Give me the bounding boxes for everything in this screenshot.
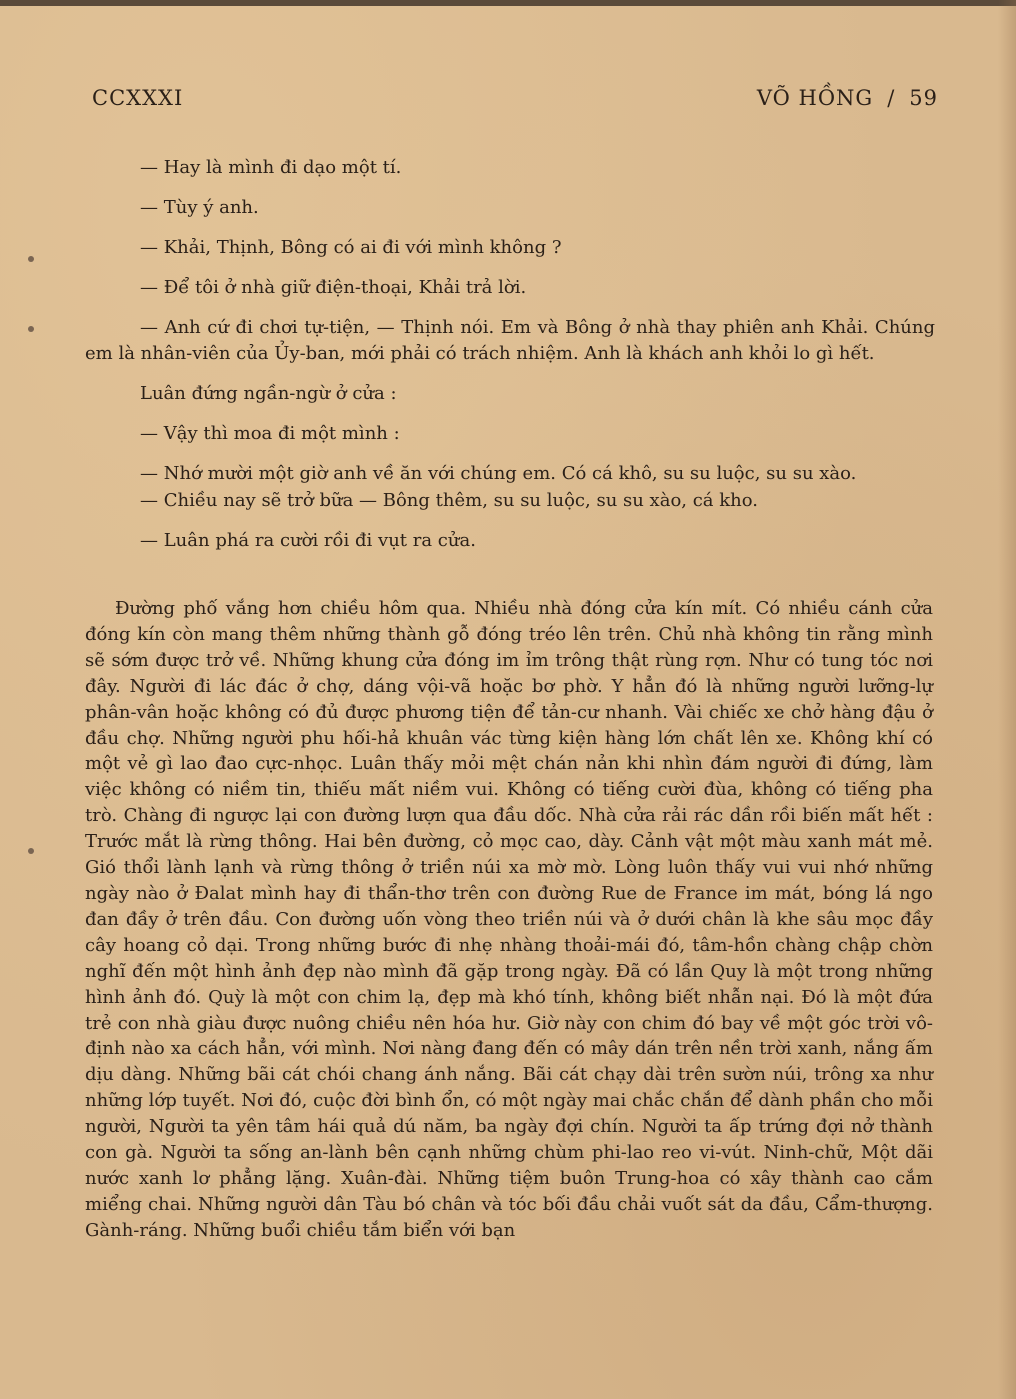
- dialogue-line: — Chiều nay sẽ trở bữa — Bông thêm, su su luộc, su su xào, cá kho.: [140, 490, 758, 511]
- dialogue-line: — Nhớ mười một giờ anh về ăn với chúng em. Có cá khô, su su luộc, su su xào.: [140, 463, 857, 484]
- binding-hole-mark: [28, 848, 34, 854]
- dialogue-line: — Khải, Thịnh, Bông có ai đi với mình không ?: [140, 237, 562, 258]
- narrative-paragraph: Đường phố vắng hơn chiều hôm qua. Nhiều nhà đóng cửa kín mít. Có nhiều cánh cửa đóng kín còn mang thêm những thành gỗ đóng tréo lên trên. Chủ nhà không tin rằng mình sẽ sớm được trở về. Những khung cửa đóng im ỉm trông thật rùng rợn. Như có tung tóc nơi đây. Người đi lác đác ở chợ, dáng vội-vã hoặc bơ phờ. Y hẳn đó là những người lưỡng-lự phân-vân hoặc không có đủ được phương tiện để tản-cư nhanh. Vài chiếc xe chở hàng đậu ở đầu chợ. Những người phu hối-hả khuân vác từng kiện hàng lớn chất lên xe. Không khí có một vẻ gì lao đao cực-nhọc. Luân thấy mỏi mệt chán nản khi nhìn đám người đi đứng, làm việc không có niềm tin, thiếu mất niềm vui. Không có tiếng cười đùa, không có tiếng pha trò. Chàng đi ngược lại con đường lượn qua đầu dốc. Nhà cửa rải rác dần rồi biến mất hết : Trước mắt là rừng thông. Hai bên đường, cỏ mọc cao, dày. Cảnh vật một màu xanh mát mẻ. Gió thổi lành lạnh và rừng thông ở triền núi xa mờ mờ. Lòng luôn thấy vui vui nhớ những ngày nào ở Đalat mình hay đi thẩn-thơ trên con đường Rue de France im mát, bóng lá ngo đan đầy ở trên đầu. Con đường uốn vòng theo triền núi và ở dưới chân là khe sâu mọc đầy cây hoang cỏ dại. Trong những bước đi nhẹ nhàng thoải-mái đó, tâm-hồn chàng chập chờn nghĩ đến một hình ảnh đẹp nào mình đã gặp trong ngày. Đã có lần Quy là một trong những hình ảnh đó. Quỳ là một con chim lạ, đẹp mà khó tính, không biết nhẫn nại. Đó là một đứa trẻ con nhà giàu được nuông chiều nên hóa hư. Giờ này con chim đó bay về một góc trời vô-định nào xa cách hẳn, với mình. Nơi nàng đang đến có mây dán trên nền trời xanh, nắng ấm dịu dàng. Những bãi cát chói chang ánh nắng. Bãi cát chạy dài trên sườn núi, trông xa như những lớp tuyết. Nơi đó, cuộc đời bình ổn, có một ngày mai chắc chắn để dành phần cho mỗi người, Người ta yên tâm hái quả dú năm, ba ngày đợi chín. Người ta ấp trứng đợi nở thành con gà. Người ta sống an-lành bên cạnh những chùm phi-lao reo vi-vút. Ninh-chữ, Một dãi nước xanh lơ phẳng lặng. Xuân-đài. Những tiệm buôn Trung-hoa có xây thành cao cắm miểng chai. Những người dân Tàu bó chân và tóc bối đầu chải vuốt sát da đầu, Cẩm-thượng. Gành-ráng. Những buổi chiều tắm biển với bạn: [85, 598, 933, 1241]
- binding-hole-mark: [28, 256, 34, 262]
- dialogue-line: — Để tôi ở nhà giữ điện-thoại, Khải trả lời.: [140, 277, 527, 298]
- dialogue-line: — Hay là mình đi dạo một tí.: [140, 157, 402, 178]
- page-number: 59: [909, 86, 938, 110]
- dialogue-block: [85, 155, 935, 568]
- header-separator: /: [887, 86, 896, 110]
- dialogue-line: — Vậy thì moa đi một mình :: [140, 423, 400, 444]
- running-header: [92, 84, 938, 118]
- author-name: VÕ HỒNG: [756, 86, 874, 110]
- dialogue-line: — Anh cứ đi chơi tự-tiện, — Thịnh nói. Em và Bông ở nhà thay phiên anh Khải. Chúng em là nhân-viên của Ủy-ban, mới phải có trách nhiệm. Anh là khách anh khỏi lo gì hết.: [85, 317, 935, 364]
- page-top-edge: [0, 0, 1016, 6]
- dialogue-line: Luân đứng ngần-ngừ ở cửa :: [140, 383, 397, 404]
- dialogue-line: — Tùy ý anh.: [140, 197, 259, 218]
- page-edge-wear: [998, 0, 1016, 1399]
- dialogue-line: — Luân phá ra cười rồi đi vụt ra cửa.: [140, 530, 476, 551]
- chapter-number: CCXXXI: [92, 86, 184, 110]
- author-page-info: [757, 86, 938, 110]
- binding-hole-mark: [28, 326, 34, 332]
